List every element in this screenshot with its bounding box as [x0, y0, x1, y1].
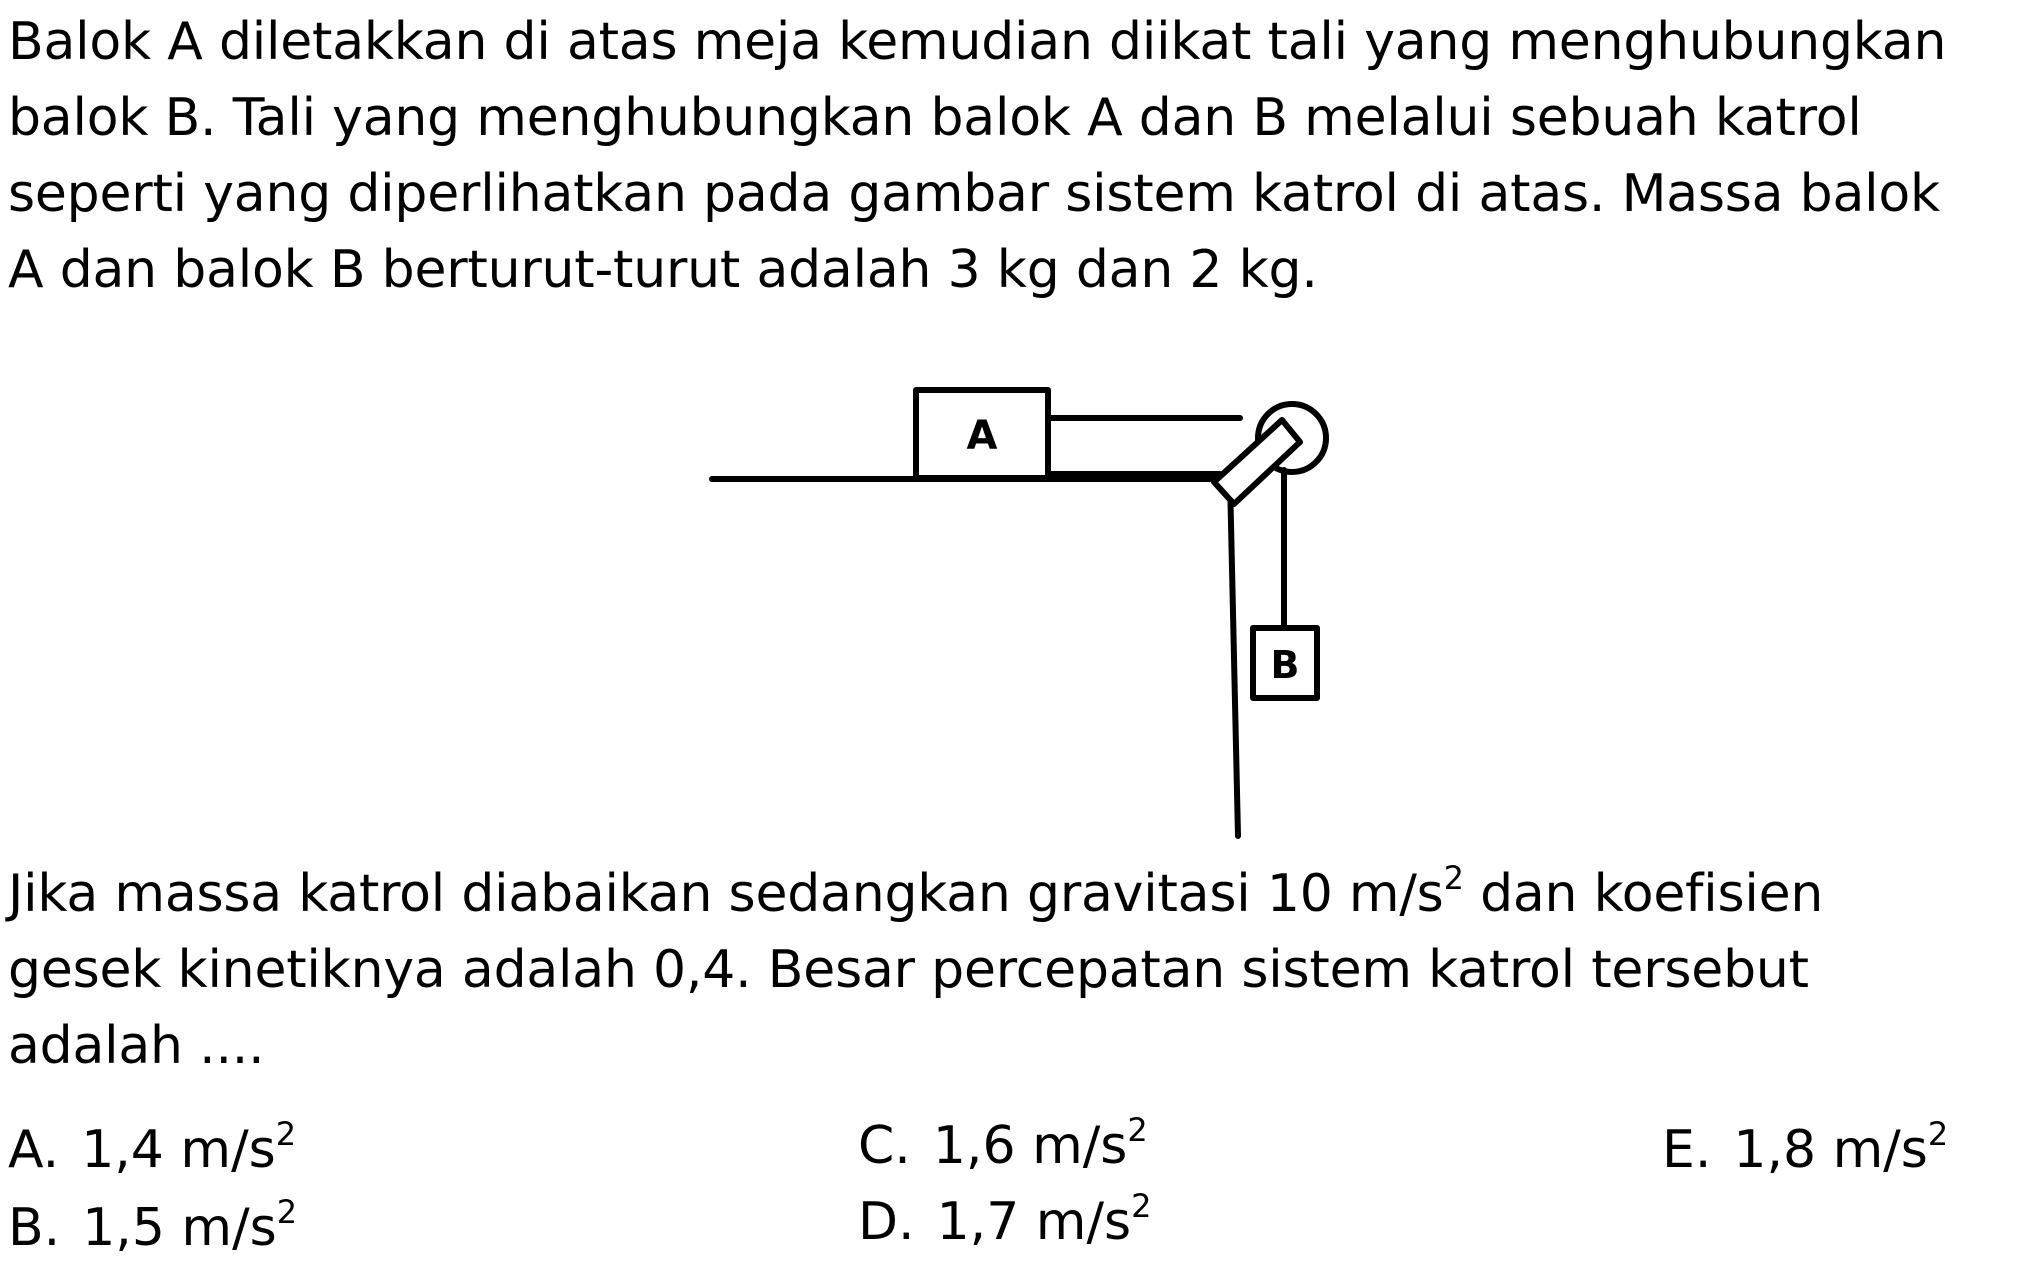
option-c-value: 1,6 m/s	[932, 1116, 1128, 1176]
question-line-1-sup: 2	[1443, 858, 1464, 897]
table-edge	[1230, 479, 1238, 836]
option-a-sup: 2	[275, 1114, 297, 1153]
option-d-value: 1,7 m/s	[936, 1192, 1132, 1252]
option-a[interactable]	[8, 1114, 297, 1180]
option-c[interactable]	[858, 1110, 1148, 1176]
question-line-1-tail: dan koefisien	[1463, 864, 1824, 924]
problem-intro	[8, 4, 1946, 308]
question-line-1-text: Jika massa katrol diabaikan sedangkan gravitasi 10 m/s	[8, 864, 1444, 924]
block-a-label: A	[966, 413, 998, 459]
option-b-value: 1,5 m/s	[82, 1198, 277, 1258]
block-b-label: B	[1270, 643, 1300, 687]
intro-line-1: Balok A diletakkan di atas meja kemudian diikat tali yang menghubungkan	[8, 12, 1947, 72]
intro-line-2: balok B. Tali yang menghubungkan balok A dan B melalui sebuah katrol	[8, 88, 1862, 148]
option-e[interactable]	[1662, 1114, 1949, 1180]
question-line-3: adalah ....	[8, 1016, 265, 1076]
option-e-sup: 2	[1927, 1114, 1949, 1153]
option-b-sup: 2	[276, 1192, 298, 1231]
question-line-1	[8, 856, 1823, 932]
option-b[interactable]	[8, 1192, 298, 1258]
option-e-letter: E.	[1662, 1120, 1712, 1180]
option-c-sup: 2	[1127, 1110, 1148, 1149]
intro-line-4: A dan balok B berturut-turut adalah 3 kg dan 2 kg.	[8, 240, 1318, 300]
option-d-letter: D.	[858, 1192, 915, 1252]
option-d[interactable]	[858, 1186, 1152, 1252]
question-line-2: gesek kinetiknya adalah 0,4. Besar percepatan sistem katrol tersebut	[8, 940, 1809, 1000]
option-e-value: 1,8 m/s	[1733, 1120, 1928, 1180]
option-a-value: 1,4 m/s	[81, 1120, 276, 1180]
option-c-letter: C.	[858, 1116, 911, 1176]
problem-question	[8, 856, 1823, 1084]
option-b-letter: B.	[8, 1198, 61, 1258]
option-a-letter: A.	[8, 1120, 60, 1180]
pulley-system-diagram	[700, 370, 1360, 850]
option-d-sup: 2	[1131, 1186, 1152, 1225]
intro-line-3: seperti yang diperlihatkan pada gambar sistem katrol di atas. Massa balok	[8, 164, 1940, 224]
